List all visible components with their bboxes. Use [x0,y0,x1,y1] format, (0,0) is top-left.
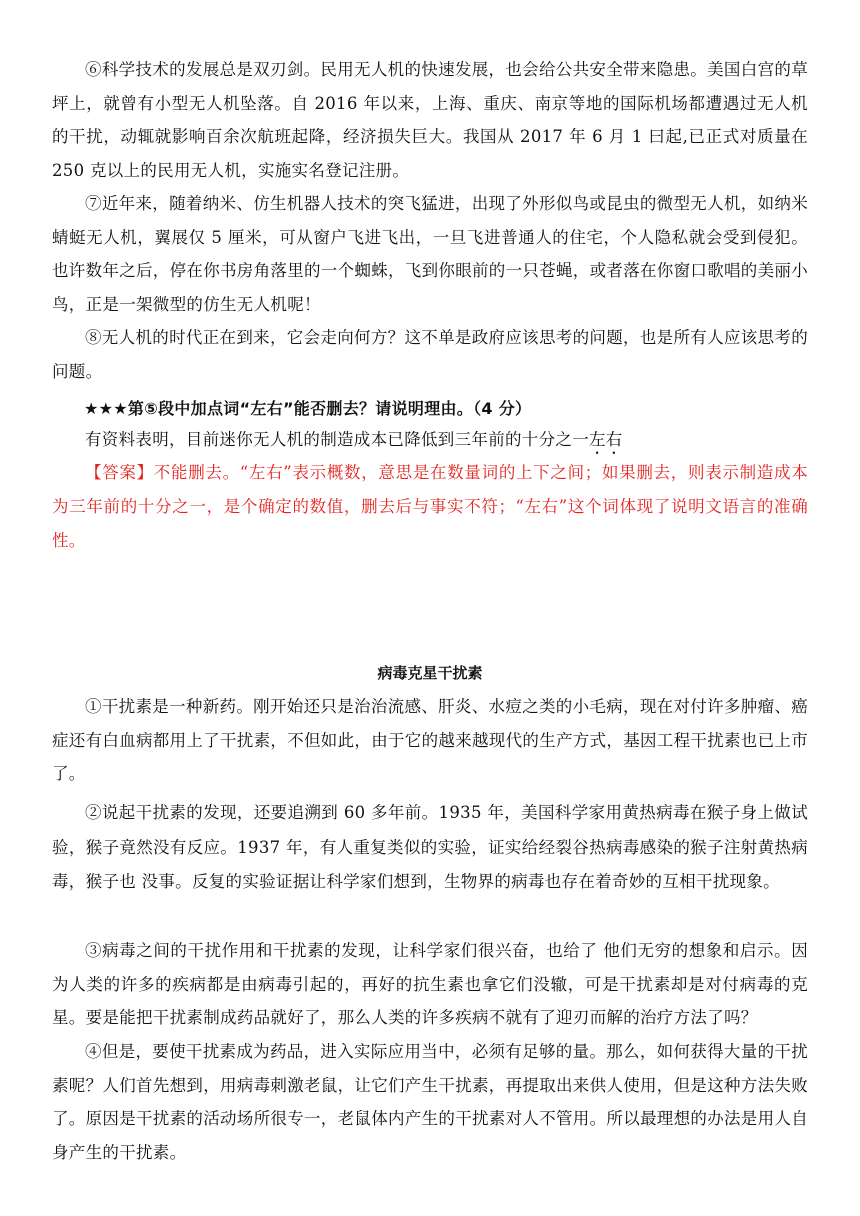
interferon-paragraph-3: ③病毒之间的干扰作用和干扰素的发现，让科学家们很兴奋，也给了 他们无穷的想象和启示。因为人类的许多的疾病都是由病毒引起的，再好的抗生素也拿它们没辙，可是干扰素却是对付病毒的克星。要是能把干扰素制成药品就好了，那么人类的许多疾病不就有了迎刃而解的治疗方法了吗？ [52,941,808,1027]
interferon-paragraph-1: ①干扰素是一种新药。刚开始还只是治治流感、肝炎、水痘之类的小毛病，现在对付许多肿瘤、癌症还有白血病都用上了干扰素，不但如此，由于它的越来越现代的生产方式，基因工程干扰素也已上市了。 [52,697,808,783]
answer-paragraph: 【答案】不能删去。“左右”表示概数，意思是在数量词的上下之间；如果删去，则表示制造成本为三年前的十分之一，是个确定的数值，删去后与事实不符；“左右”这个词体现了说明文语言的准确性。 [52,463,808,550]
interferon-paragraph-4: ④但是，要使干扰素成为药品，进入实际应用当中，必须有足够的量。那么，如何获得大量的干扰素呢？人们首先想到，用病毒刺激老鼠，让它们产生干扰素，再提取出来供人使用，但是这种方法失败了。原因是干扰素的活动场所很专一，老鼠体内产生的干扰素对人不管用。所以最理想的办法是用人自身产生的干扰素。 [52,1042,808,1162]
paragraph-6: ⑥科学技术的发展总是双刃剑。民用无人机的快速发展，也会给公共安全带来隐患。美国白宫的草坪上，就曾有小型无人机坠落。自 2016 年以来，上海、重庆、南京等地的国际机场都遭遇过无人机的干扰，动辄就影响百余次航班起降，经济损失巨大。我国从 2017 年 6 月 1 曰起,已正式对质量在 250 克以上的民用无人机，实施实名登记注册。 [52,60,808,180]
article-title: 病毒克星干扰素 [377,664,483,682]
paragraph-8: ⑧无人机的时代正在到来，它会走向何方？这不单是政府应该思考的问题，也是所有人应该思考的问题。 [52,328,808,381]
paragraph-7: ⑦近年来，随着纳米、仿生机器人技术的突飞猛进，出现了外形似鸟或昆虫的微型无人机，如纳米蜻蜓无人机，翼展仅 5 厘米，可从窗户飞进飞出，一旦飞进普通人的住宅，个人隐私就会受到侵犯。也许数年之后，停在你书房角落里的一个蜘蛛，飞到你眼前的一只苍蝇，或者落在你窗口歌唱的美丽小鸟，正是一架微型的仿生无人机呢！ [52,194,808,314]
dotted-word: 左右 [589,430,623,449]
quoted-sentence-text: 有资料表明，目前迷你无人机的制造成本已降低到三年前的十分之一 [85,430,589,449]
question-heading: ★★★第⑤段中加点词“左右”能否删去？请说明理由。（4 分） [84,399,532,418]
interferon-paragraph-2: ②说起干扰素的发现，还要追溯到 60 多年前。1935 年，美国科学家用黄热病毒在猴子身上做试验，猴子竟然没有反应。1937 年，有人重复类似的实验，证实给经裂谷热病毒感染的猴子注射黄热病毒，猴子也 没事。反复的实验证据让科学家们想到，生物界的病毒也存在着奇妙的互相干扰现象。 [52,803,808,891]
quoted-sentence [52,423,808,458]
